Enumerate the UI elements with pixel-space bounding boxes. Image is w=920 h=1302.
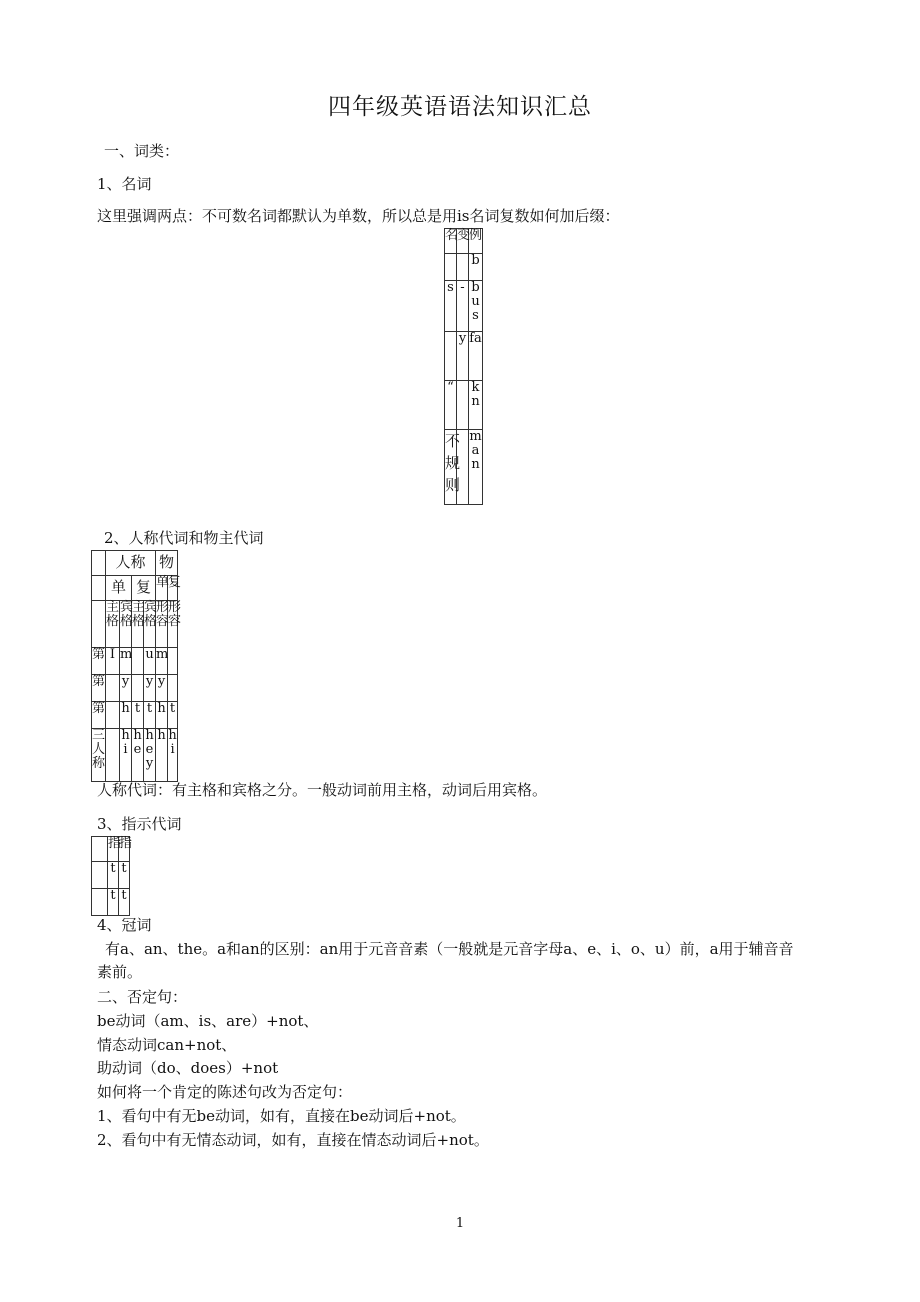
subheading-pronouns: 2、人称代词和物主代词: [104, 529, 264, 547]
table-cell: 形容: [156, 601, 168, 648]
table-cell: [457, 381, 469, 430]
article-note-line-2: 素前。: [97, 963, 143, 981]
table-cell: 单: [106, 576, 132, 601]
table-cell: t: [119, 889, 130, 916]
table-cell: m: [120, 648, 132, 675]
table-cell: [92, 837, 108, 862]
table-cell: 不规则: [445, 430, 457, 505]
table-cell: 主格: [132, 601, 144, 648]
table-cell: -: [457, 281, 469, 332]
table-cell: [92, 889, 108, 916]
article-note-line-1: 有a、an、the。a和an的区别：an用于元音音素（一般就是元音字母a、e、i、o、u）前，a用于辅音音: [105, 940, 794, 958]
table-cell: t: [119, 862, 130, 889]
table-cell: 第: [92, 702, 106, 729]
pronoun-note-text: 人称代词：有主格和宾格之分。一般动词前用主格，动词后用宾格。: [97, 781, 548, 799]
table-cell: “: [445, 381, 457, 430]
table-cell: y: [156, 675, 168, 702]
page-number: 1: [455, 1216, 465, 1231]
page-title: 四年级英语语法知识汇总: [328, 94, 592, 120]
table-cell: [168, 675, 178, 702]
table-cell: u: [144, 648, 156, 675]
section-heading-word-classes: 一、词类：: [104, 142, 180, 160]
table-cell: t: [168, 702, 178, 729]
table-cell: I: [106, 648, 120, 675]
table-cell: 第: [92, 648, 106, 675]
table-cell: [168, 648, 178, 675]
table-cell: [445, 332, 457, 381]
table-cell: b: [469, 254, 483, 281]
table-cell: t: [144, 702, 156, 729]
table-cell: 指: [108, 837, 119, 862]
noun-plural-table: [444, 228, 483, 505]
table-cell: 复: [168, 576, 178, 601]
table-cell: [457, 254, 469, 281]
table-cell: h: [120, 702, 132, 729]
table-cell: [92, 551, 106, 576]
table-cell: h: [156, 729, 168, 782]
table-cell: y: [144, 675, 156, 702]
table-cell: 例: [469, 229, 483, 254]
table-cell: [106, 729, 120, 782]
table-cell: t: [108, 889, 119, 916]
table-cell: 复: [132, 576, 156, 601]
table-cell: hey: [144, 729, 156, 782]
negative-rule-modal: 情态动词can+not、: [97, 1036, 237, 1054]
pronoun-table: [91, 550, 182, 782]
table-cell: y: [457, 332, 469, 381]
table-cell: 单: [156, 576, 168, 601]
table-cell: bus: [469, 281, 483, 332]
table-cell: 物: [156, 551, 178, 576]
table-cell: h: [156, 702, 168, 729]
subheading-nouns: 1、名词: [97, 175, 152, 193]
negative-howto-text: 如何将一个肯定的陈述句改为否定句：: [97, 1083, 353, 1101]
table-cell: he: [132, 729, 144, 782]
table-cell: m: [156, 648, 168, 675]
table-cell: 第: [92, 675, 106, 702]
negative-step-1: 1、看句中有无be动词，如有，直接在be动词后+not。: [97, 1107, 466, 1125]
negative-rule-auxiliary: 助动词（do、does）+not: [97, 1059, 279, 1077]
table-cell: [92, 601, 106, 648]
table-cell: kn: [469, 381, 483, 430]
table-cell: hi: [168, 729, 178, 782]
table-cell: 宾格: [120, 601, 132, 648]
table-cell: [132, 675, 144, 702]
demonstrative-table: [91, 836, 133, 916]
noun-note-text: 这里强调两点：不可数名词都默认为单数，所以总是用is名词复数如何加后缀：: [97, 207, 620, 225]
table-cell: fa: [469, 332, 483, 381]
table-cell: 人称: [106, 551, 156, 576]
negative-rule-be: be动词（am、is、are）+not、: [97, 1012, 319, 1030]
table-cell: hi: [120, 729, 132, 782]
table-cell: [92, 576, 106, 601]
table-cell: y: [120, 675, 132, 702]
table-cell: s: [445, 281, 457, 332]
subheading-articles: 4、冠词: [97, 916, 152, 934]
table-cell: [106, 675, 120, 702]
table-cell: t: [132, 702, 144, 729]
subheading-demonstratives: 3、指示代词: [97, 815, 182, 833]
table-cell: man: [469, 430, 483, 505]
table-cell: 主格: [106, 601, 120, 648]
negative-step-2: 2、看句中有无情态动词，如有，直接在情态动词后+not。: [97, 1131, 489, 1149]
table-cell: 变: [457, 229, 469, 254]
table-cell: 指: [119, 837, 130, 862]
table-cell: [132, 648, 144, 675]
table-cell: 宾格: [144, 601, 156, 648]
table-cell: t: [108, 862, 119, 889]
table-cell: 形容: [168, 601, 178, 648]
table-cell: 三人称: [92, 729, 106, 782]
table-cell: [92, 862, 108, 889]
table-cell: [106, 702, 120, 729]
table-cell: [445, 254, 457, 281]
table-cell: 名: [445, 229, 457, 254]
section-heading-negatives: 二、否定句：: [97, 988, 188, 1006]
